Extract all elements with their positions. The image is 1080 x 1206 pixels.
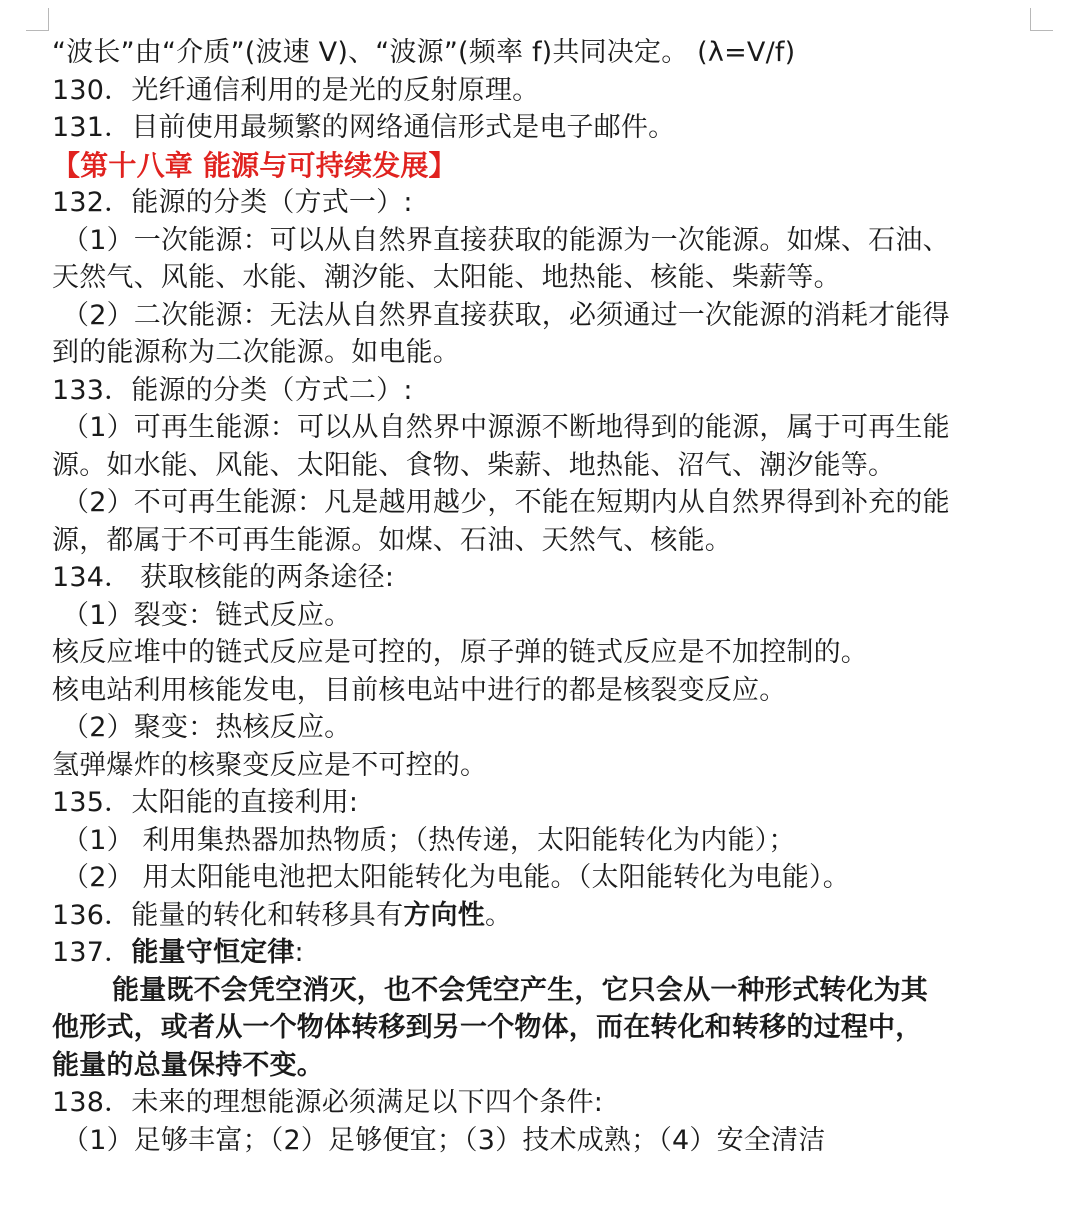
- text-line: （2）二次能源：无法从自然界直接获取，必须通过一次能源的消耗才能得: [62, 299, 950, 331]
- item-137: [52, 934, 1042, 972]
- item-137-colon: :: [294, 937, 304, 968]
- law-statement-line: 能量的总量保持不变。: [52, 1049, 324, 1081]
- item-138: 138．未来的理想能源必须满足以下四个条件:: [52, 1087, 604, 1118]
- page-corner-mark-right: [1030, 8, 1053, 31]
- text-line: （2）聚变：热核反应。: [62, 712, 352, 743]
- item-137-number: 137．: [52, 937, 132, 968]
- text-line: “波长”由“介质”(波速 V)、“波源”(频率 f)共同决定。 (λ=V/f): [52, 37, 796, 68]
- item-136: [52, 897, 1042, 935]
- text-line: 源。如水能、风能、太阳能、食物、柴薪、地热能、沼气、潮汐能等。: [52, 449, 896, 481]
- text-line: （1）一次能源：可以从自然界直接获取的能源为一次能源。如煤、石油、: [62, 224, 950, 256]
- text-line: （2） 用太阳能电池把太阳能转化为电能。（太阳能转化为电能）。: [62, 862, 850, 893]
- text-line: 核电站利用核能发电，目前核电站中进行的都是核裂变反应。: [52, 674, 787, 706]
- text-line: （2）不可再生能源：凡是越用越少，不能在短期内从自然界得到补充的能: [62, 487, 950, 518]
- text-line: （1）足够丰富；（2）足够便宜；（3）技术成熟；（4）安全清洁: [62, 1124, 826, 1156]
- item-131: 131．目前使用最频繁的网络通信形式是电子邮件。: [52, 112, 676, 143]
- law-statement-line: 能量既不会凭空消灭，也不会凭空产生，它只会从一种形式转化为其: [112, 974, 928, 1006]
- document-body: [52, 34, 1042, 1159]
- text-line: （1）可再生能源：可以从自然界中源源不断地得到的能源，属于可再生能: [62, 412, 950, 443]
- item-136-period: 。: [484, 899, 513, 931]
- chapter-heading: 【第十八章 能源与可持续发展】: [52, 148, 457, 182]
- text-line: （1） 利用集热器加热物质；（热传递，太阳能转化为内能）；: [62, 824, 796, 856]
- text-line: 核反应堆中的链式反应是可控的，原子弹的链式反应是不加控制的。: [52, 637, 868, 668]
- text-line: （1）裂变：链式反应。: [62, 599, 352, 631]
- item-133: 133．能源的分类（方式二）:: [52, 374, 413, 406]
- page-corner-mark-left: [26, 8, 49, 31]
- item-134: 134． 获取核能的两条途径:: [52, 562, 395, 593]
- text-line: 天然气、风能、水能、潮汐能、太阳能、地热能、核能、柴薪等。: [52, 262, 841, 293]
- text-line: 氢弹爆炸的核聚变反应是不可控的。: [52, 749, 488, 781]
- item-130: 130．光纤通信利用的是光的反射原理。: [52, 74, 540, 106]
- item-136-text: 136．能量的转化和转移具有: [52, 899, 404, 931]
- text-line: 源，都属于不可再生能源。如煤、石油、天然气、核能。: [52, 524, 732, 556]
- item-132: 132．能源的分类（方式一）:: [52, 187, 413, 218]
- law-statement-line: 他形式，或者从一个物体转移到另一个物体，而在转化和转移的过程中，: [52, 1012, 923, 1043]
- item-137-bold-term: 能量守恒定律: [131, 937, 295, 968]
- item-136-bold-term: 方向性: [403, 899, 485, 931]
- item-135: 135．太阳能的直接利用:: [52, 787, 359, 818]
- text-line: 到的能源称为二次能源。如电能。: [52, 337, 460, 368]
